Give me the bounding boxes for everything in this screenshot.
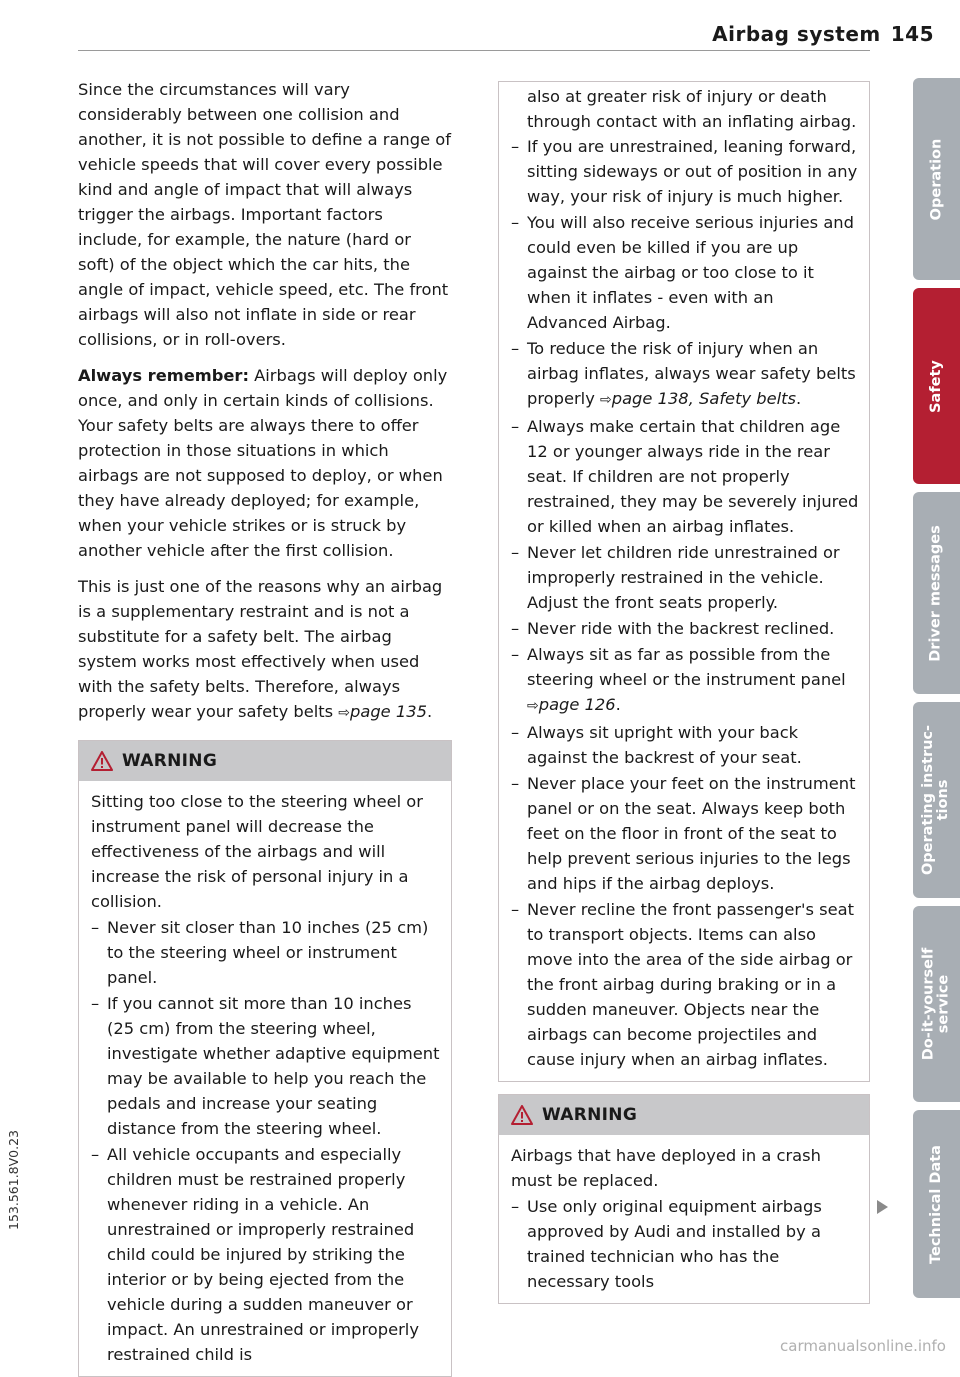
warning-body xyxy=(499,1135,869,1303)
tab-label: Operating instruc- tions xyxy=(920,724,952,876)
period: . xyxy=(615,695,621,714)
warning-triangle-icon xyxy=(91,751,113,771)
watermark: carmanualsonline.info xyxy=(780,1337,946,1355)
tab-label: Operation xyxy=(928,138,945,220)
tab-label: Driver messages xyxy=(928,524,945,662)
always-remember-label: Always remember: xyxy=(78,366,249,385)
always-remember-text: Airbags will deploy only once, and only in certain kinds of collisions. Your safety belts are always there to offer protection in those situations in which airbags are not supposed to deploy, or when they have already deployed; for example, when your vehicle strikes or is struck by another vehicle after the first collision. xyxy=(78,366,448,560)
tab-do-it-yourself-service[interactable] xyxy=(913,906,960,1102)
page-ref-138-link[interactable]: page 138, Safety belts xyxy=(611,389,797,408)
warning-intro: Sitting too close to the steering wheel or instrument panel will decrease the effectiveness of the airbags and will increase the risk of personal injury in a collision. xyxy=(91,792,423,911)
warning-box-continued xyxy=(498,81,870,1082)
warning-intro: Airbags that have deployed in a crash must be replaced. xyxy=(511,1146,821,1190)
right-column xyxy=(498,81,870,1304)
left-column xyxy=(78,77,452,1377)
page-ref-arrow-icon: ⇨ xyxy=(527,698,539,714)
list-item: – All vehicle occupants and especially children must be restrained properly whenever riding in a vehicle. An unrestrained or improperly restrained child could be injured by striking the interior or by being ejected from the vehicle during a sudden maneuver or impact. An unrestrained or improperly restrained child is xyxy=(91,1142,441,1367)
tab-label: Do-it-yourself service xyxy=(920,947,952,1061)
paragraph-circumstances: Since the circumstances will vary considerably between one collision and another, it is not possible to define a range of vehicle speeds that will cover every possible kind and angle of impact that will always trigger the airbags. Important factors include, for example, the nature (hard or soft) of the object which the car hits, the angle of impact, vehicle speed, etc. The front airbags will also not inflate in side or rear collisions, or in roll-overs. xyxy=(78,80,451,349)
warning-header xyxy=(79,741,451,781)
warning-box-replacement xyxy=(498,1094,870,1304)
paragraph-supplementary xyxy=(78,574,452,726)
warning-title: WARNING xyxy=(122,750,218,771)
warning-list-continued xyxy=(511,134,859,1072)
ref-text: To reduce the risk of injury when an airbag inflates, always wear safety belts properly xyxy=(527,339,856,408)
section-title: Airbag system xyxy=(712,22,881,46)
warning-box-seating xyxy=(78,740,452,1377)
list-item: – Never sit closer than 10 inches (25 cm) to the steering wheel or instrument panel. xyxy=(91,915,441,990)
list-item: – If you cannot sit more than 10 inches (25 cm) from the steering wheel, investigate whether adaptive equipment may be available to help you reach the pedals and increase your seating distance from the steering wheel. xyxy=(91,991,441,1141)
list-item: – Never ride with the backrest reclined. xyxy=(511,616,859,641)
header-rule xyxy=(78,50,870,51)
list-item: – Never place your feet on the instrument panel or on the seat. Always keep both feet on the floor in front of the seat to help prevent serious injuries to the legs and hips if the airbag deploys. xyxy=(511,771,859,896)
tab-label: Technical Data xyxy=(928,1144,945,1264)
list-item: – Never let children ride unrestrained or improperly restrained in the vehicle. Adjust the front seats properly. xyxy=(511,540,859,615)
continue-arrow-icon xyxy=(877,1200,888,1214)
warning-list xyxy=(511,1194,859,1294)
warning-body xyxy=(79,781,451,1376)
period: . xyxy=(426,702,433,721)
page-number: 145 xyxy=(890,22,934,46)
continued-text: also at greater risk of injury or death through contact with an inflating airbag. xyxy=(527,87,857,131)
document-code: 153.561.8V0.23 xyxy=(6,1130,21,1230)
page-header xyxy=(712,22,934,46)
tab-label: Safety xyxy=(928,359,945,413)
tab-operation[interactable] xyxy=(913,78,960,280)
supplementary-text: This is just one of the reasons why an airbag is a supplementary restraint and is not a substitute for a safety belt. The airbag system works most effectively when used with the safety belts. Therefore, always properly wear your safety belts xyxy=(78,577,443,721)
page-ref-126-link[interactable]: page 126 xyxy=(538,695,616,714)
tab-technical-data[interactable] xyxy=(913,1110,960,1298)
page-ref-arrow-icon: ⇨ xyxy=(338,705,351,721)
list-item: – Always sit upright with your back against the backrest of your seat. xyxy=(511,720,859,770)
list-item: – If you are unrestrained, leaning forward, sitting sideways or out of position in any way, your risk of injury is much higher. xyxy=(511,134,859,209)
list-item xyxy=(511,642,859,719)
warning-list xyxy=(91,915,441,1367)
ref-text: Always sit as far as possible from the steering wheel or the instrument panel xyxy=(527,645,846,689)
warning-header xyxy=(499,1095,869,1135)
period: . xyxy=(796,389,802,408)
page-ref-135-link[interactable]: page 135 xyxy=(350,702,427,721)
tab-operating-instructions[interactable] xyxy=(913,702,960,898)
warning-triangle-icon xyxy=(511,1105,533,1125)
page-ref-arrow-icon: ⇨ xyxy=(600,392,612,408)
list-item xyxy=(511,336,859,413)
warning-title: WARNING xyxy=(542,1104,638,1125)
tab-safety[interactable] xyxy=(913,288,960,484)
paragraph-always-remember xyxy=(78,363,452,563)
tab-driver-messages[interactable] xyxy=(913,492,960,694)
list-item: – Never recline the front passenger's seat to transport objects. Items can also move into the area of the side airbag or the front airbag during braking or in a sudden maneuver. Objects near the airbags can become projectiles and cause injury when an airbag inflates. xyxy=(511,897,859,1072)
list-item: – Use only original equipment airbags approved by Audi and installed by a trained technician who has the necessary tools xyxy=(511,1194,859,1294)
list-item: – Always make certain that children age 12 or younger always ride in the rear seat. If children are not properly restrained, they may be severely injured or killed when an airbag inflates. xyxy=(511,414,859,539)
list-item: – You will also receive serious injuries and could even be killed if you are up against the airbag or too close to it when it inflates - even with an Advanced Airbag. xyxy=(511,210,859,335)
